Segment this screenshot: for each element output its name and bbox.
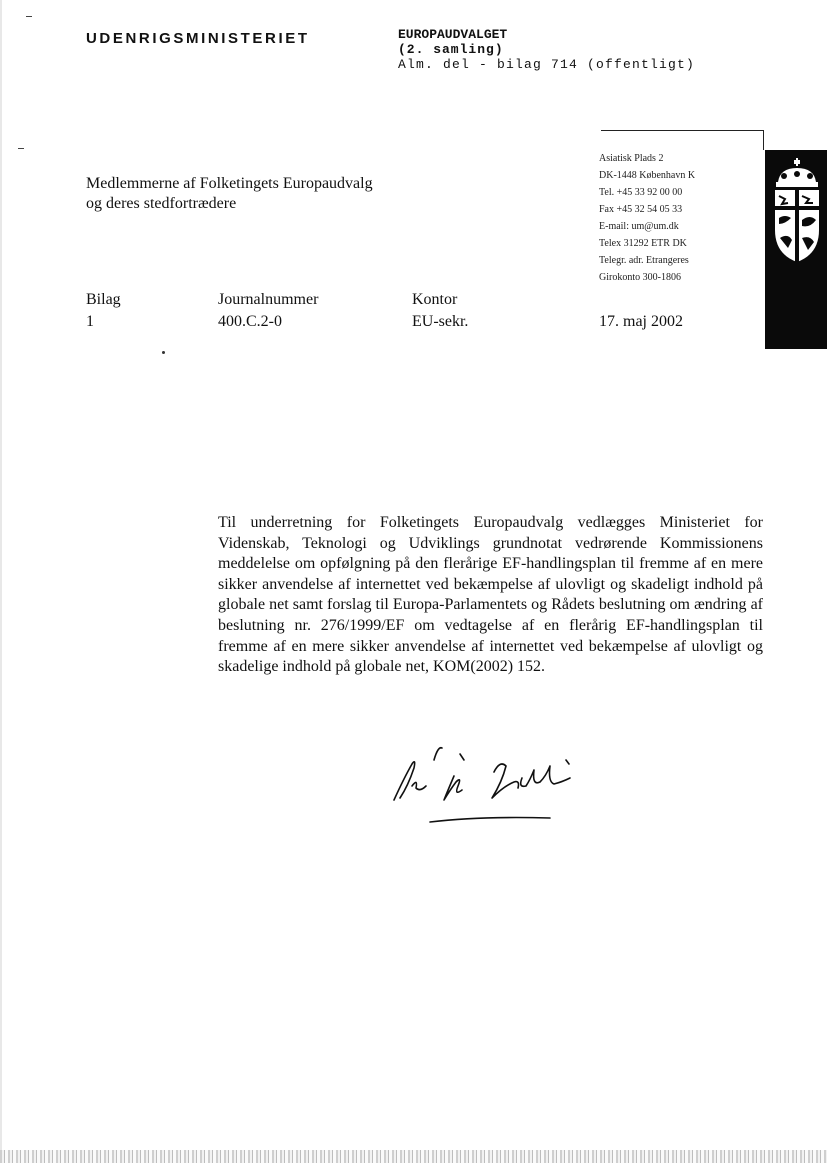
recipient-line: og deres stedfortrædere <box>86 195 237 212</box>
kontor-label: Kontor <box>412 291 458 308</box>
address-line: Tel. +45 33 92 00 00 <box>599 187 683 198</box>
address-line: Fax +45 32 54 05 33 <box>599 204 683 215</box>
kontor-value: EU-sekr. <box>412 313 469 330</box>
letter-body: Til underretning for Folketingets Europaudvalg vedlægges Ministeriet for Videnskab, Teknologi og Udviklings grundnotat vedrørende Kommissionens meddelelse om opfølgning på den flerårige EF-handlingsplan til fremme af en mere sikker anvendelse af internettet ved bekæmpelse af ulovligt og skadeligt indhold på globale net samt forslag til Europa-Parlamentets og Rådets beslutning om ændring af beslutning nr. 276/1999/EF om vedtagelse af en flerårig EF-handlingsplan til fremme af en mere sikker anvendelse af internettet ved bekæmpelse af ulovligt og skadelige indhold på globale net, KOM(2002) 152. <box>218 514 763 676</box>
address-line: Telex 31292 ETR DK <box>599 238 687 249</box>
scan-footer-noise <box>0 1150 827 1163</box>
ministry-name: UDENRIGSMINISTERIET <box>86 30 310 47</box>
letter-date: 17. maj 2002 <box>599 313 683 330</box>
journal-label: Journalnummer <box>218 291 319 308</box>
address-rule <box>601 130 763 131</box>
stamp-committee: EUROPAUDVALGET <box>398 27 508 42</box>
stamp-session: (2. samling) <box>398 42 504 57</box>
recipient-block <box>86 174 373 214</box>
address-rule <box>763 130 764 150</box>
handwritten-signature <box>390 742 610 832</box>
scan-margin-line <box>0 0 2 1163</box>
bilag-label: Bilag <box>86 291 121 308</box>
bilag-value: 1 <box>86 313 94 330</box>
registration-stamp <box>398 27 695 72</box>
scan-mark <box>26 16 32 17</box>
address-line: DK-1448 København K <box>599 170 696 181</box>
address-line: Asiatisk Plads 2 <box>599 153 664 164</box>
address-line: Girokonto 300-1806 <box>599 272 681 283</box>
recipient-line: Medlemmerne af Folketingets Europaudvalg <box>86 175 373 192</box>
address-line: Telegr. adr. Etrangeres <box>599 255 689 266</box>
scan-mark <box>18 148 24 149</box>
stamp-reference: Alm. del - bilag 714 (offentligt) <box>398 57 696 72</box>
journal-value: 400.C.2-0 <box>218 313 282 330</box>
royal-coat-of-arms-icon <box>770 158 824 264</box>
scan-mark <box>162 351 165 354</box>
address-block <box>599 150 695 286</box>
address-line: E-mail: um@um.dk <box>599 221 679 232</box>
